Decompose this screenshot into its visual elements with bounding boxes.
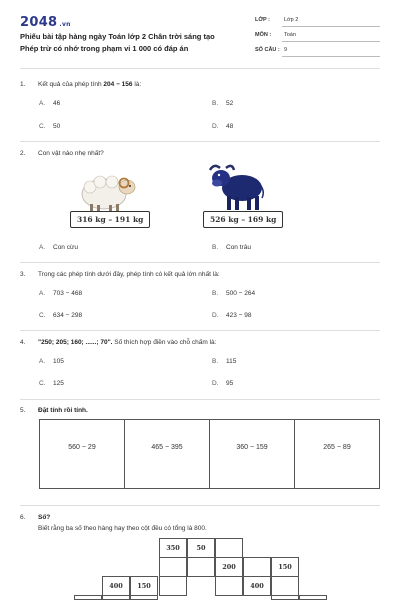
question-6-description: Biết rằng ba số theo hàng hay theo cột đều có tổng là 800. [38, 525, 207, 532]
subject-underline [282, 41, 380, 42]
q4-option-c[interactable]: C. 125 [39, 380, 64, 387]
grid-cell: 350 [159, 538, 187, 558]
q3-option-d[interactable]: D. 423 − 98 [212, 312, 252, 319]
q4-option-a[interactable]: A. 105 [39, 358, 64, 365]
worksheet-header [0, 0, 400, 70]
q2-option-b[interactable]: B. Con trâu [212, 244, 251, 251]
q1-option-c[interactable]: C. 50 [39, 123, 61, 130]
question-count-value: 9 [284, 47, 288, 53]
site-logo[interactable]: 2048 .vn [20, 15, 71, 30]
calc-cell[interactable]: 465 − 395 [125, 420, 210, 488]
calc-cell[interactable]: 560 − 29 [40, 420, 125, 488]
question-4: 4. "250; 205; 160; ......; 70". Số thích hợp điền vào chỗ chấm là: [20, 339, 217, 346]
q1-option-b[interactable]: B. 52 [212, 100, 234, 107]
grid-cell-empty[interactable] [159, 576, 187, 596]
grid-cell: 150 [130, 576, 158, 596]
q3-option-b[interactable]: B. 500 − 264 [212, 290, 256, 297]
grid-cell-empty[interactable] [215, 538, 243, 558]
buffalo-weight-label: 526 kg – 169 kg [203, 211, 283, 228]
worksheet-subtitle: Phép trừ có nhớ trong phạm vi 1 000 có đáp án [20, 44, 189, 53]
grid-cell-empty[interactable] [271, 595, 299, 600]
question-2: 2. Con vật nào nhẹ nhất? [20, 150, 104, 157]
class-value: Lớp 2 [284, 17, 299, 23]
question-count-label: SỐ CÂU : [255, 47, 280, 53]
divider [20, 399, 380, 400]
q3-option-c[interactable]: C. 634 − 298 [39, 312, 83, 319]
question-3: 3. Trong các phép tính dưới đây, phép tính có kết quả lớn nhất là: [20, 271, 220, 278]
divider [20, 505, 380, 506]
q1-option-a[interactable]: A. 46 [39, 100, 61, 107]
worksheet-title: Phiếu bài tập hàng ngày Toán lớp 2 Chân trời sáng tạo [20, 32, 215, 41]
question-count-underline [282, 56, 380, 57]
calc-cell[interactable]: 360 − 159 [210, 420, 295, 488]
question-1: 1. Kết quả của phép tính 204 − 156 là: [20, 81, 142, 88]
q4-option-d[interactable]: D. 95 [212, 380, 234, 387]
grid-cell-empty[interactable] [187, 557, 215, 577]
grid-cell-empty[interactable] [102, 595, 130, 600]
sheep-weight-label: 316 kg – 191 kg [70, 211, 150, 228]
header-divider [20, 68, 380, 69]
grid-cell-empty[interactable] [215, 576, 243, 596]
sheep-icon [78, 170, 138, 216]
grid-cell: 150 [271, 557, 299, 577]
question-6: 6. Số? [20, 514, 51, 521]
buffalo-icon [207, 162, 265, 214]
divider [20, 262, 380, 263]
grid-cell-empty[interactable] [130, 595, 158, 600]
class-label: LỚP : [255, 17, 270, 23]
grid-cell-empty[interactable] [159, 557, 187, 577]
q3-option-a[interactable]: A. 703 − 468 [39, 290, 83, 297]
divider [20, 330, 380, 331]
grid-cell: 400 [102, 576, 130, 596]
question-5: 5. Đặt tính rồi tính. [20, 407, 88, 414]
grid-cell-empty[interactable] [299, 595, 327, 600]
grid-cell-empty[interactable] [271, 576, 299, 596]
q2-option-a[interactable]: A. Con cừu [39, 244, 78, 251]
grid-cell: 50 [187, 538, 215, 558]
calc-cell[interactable]: 265 − 89 [323, 444, 351, 451]
grid-cell: 400 [243, 576, 271, 596]
class-underline [282, 26, 380, 27]
subject-label: MÔN : [255, 32, 272, 38]
q1-option-d[interactable]: D. 48 [212, 123, 234, 130]
subject-value: Toán [284, 32, 296, 38]
grid-cell: 200 [215, 557, 243, 577]
grid-cell-empty[interactable] [243, 557, 271, 577]
calculation-table [39, 419, 380, 489]
q4-option-b[interactable]: B. 115 [212, 358, 237, 365]
grid-cell-empty[interactable] [74, 595, 102, 600]
divider [20, 141, 380, 142]
